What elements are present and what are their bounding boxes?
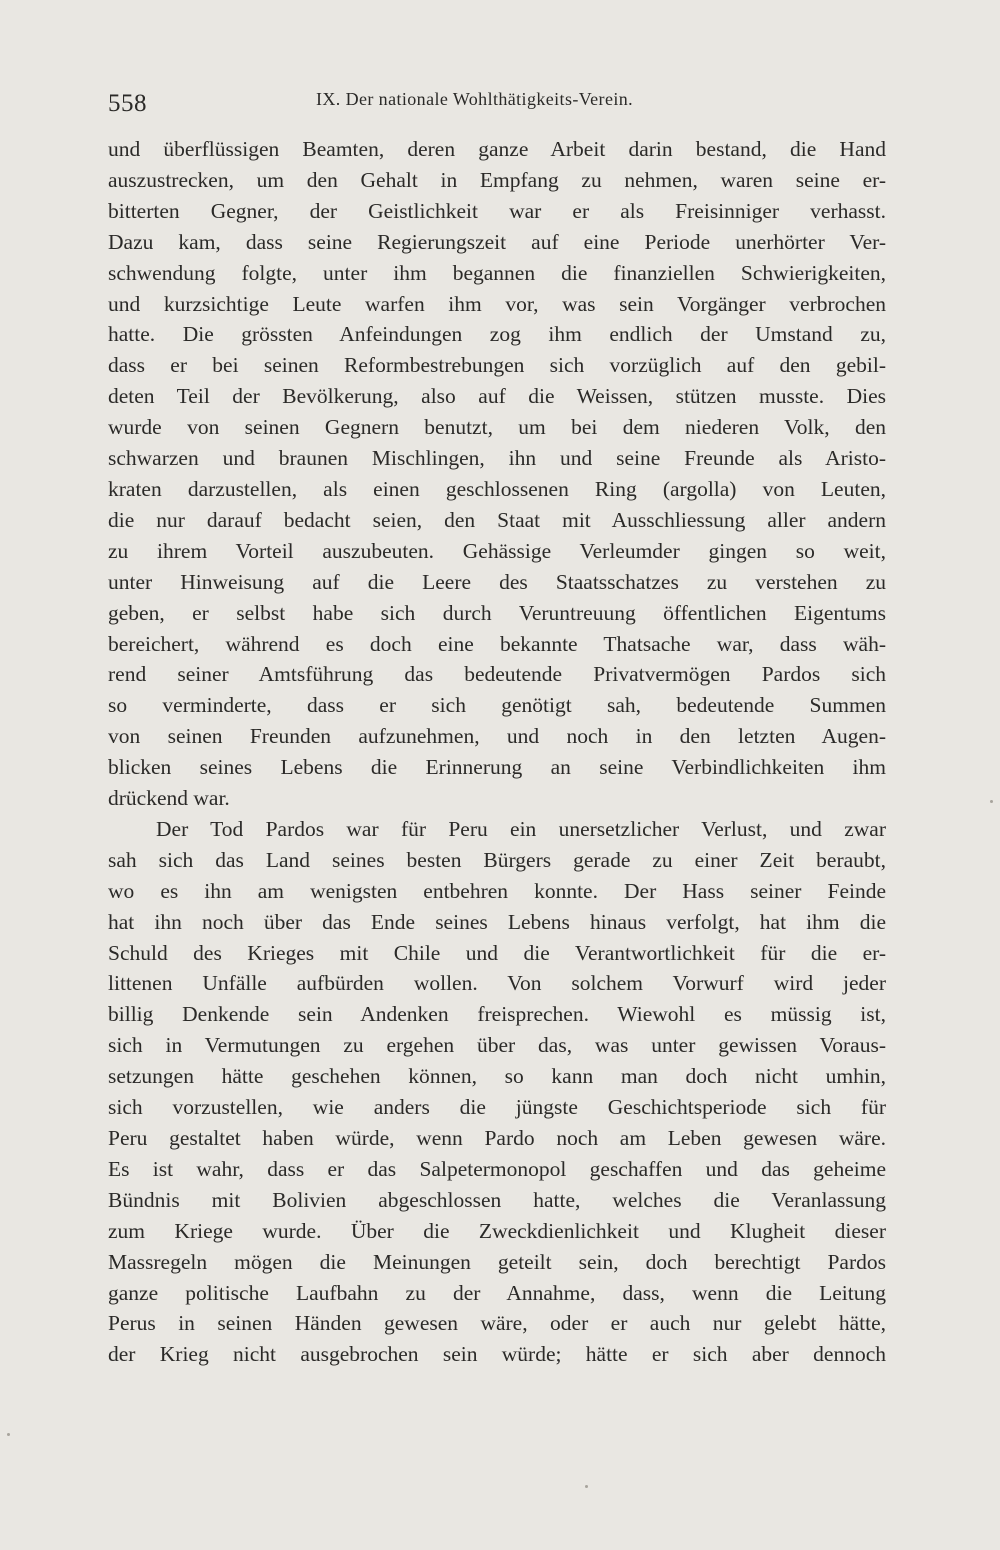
text-line: dass er bei seinen Reformbestrebungen sich vorzüglich auf den gebil- <box>108 353 886 378</box>
text-line: sich vorzustellen, wie anders die jüngste Geschichtsperiode sich für <box>108 1095 886 1120</box>
text-line: bitterten Gegner, der Geistlichkeit war er als Freisinniger verhasst. <box>108 198 886 223</box>
text-line: littenen Unfälle aufbürden wollen. Von solchem Vorwurf wird jeder <box>108 971 886 996</box>
text-line: schwendung folgte, unter ihm begannen die finanziellen Schwierigkeiten, <box>108 260 886 285</box>
text-line: setzungen hätte geschehen können, so kann man doch nicht umhin, <box>108 1064 886 1089</box>
body-text <box>108 134 886 1370</box>
text-line: und überflüssigen Beamten, deren ganze Arbeit darin bestand, die Hand <box>108 137 886 161</box>
text-line: blicken seines Lebens die Erinnerung an seine Verbindlichkeiten ihm <box>108 755 886 780</box>
text-line: Perus in seinen Händen gewesen wäre, oder er auch nur gelebt hätte, <box>108 1311 886 1336</box>
text-line: geben, er selbst habe sich durch Veruntreuung öffentlichen Eigentums <box>108 600 886 625</box>
text-line: drückend war. <box>108 786 230 811</box>
page-number: 558 <box>108 90 147 117</box>
text-line: zum Kriege wurde. Über die Zweckdienlichkeit und Klugheit dieser <box>108 1218 886 1243</box>
text-line: rend seiner Amtsführung das bedeutende Privatvermögen Pardos sich <box>108 662 886 687</box>
text-line: bereichert, während es doch eine bekannte Thatsache war, dass wäh- <box>108 631 886 656</box>
text-line: Dazu kam, dass seine Regierungszeit auf eine Periode unerhörter Ver- <box>108 229 886 254</box>
text-line: Der Tod Pardos war für Peru ein unersetzlicher Verlust, und zwar <box>156 816 886 841</box>
text-line: auszustrecken, um den Gehalt in Empfang zu nehmen, waren seine er- <box>108 167 886 192</box>
text-line: wurde von seinen Gegnern benutzt, um bei dem niederen Volk, den <box>108 415 886 440</box>
text-line: unter Hinweisung auf die Leere des Staatsschatzes zu verstehen zu <box>108 569 886 594</box>
text-line: so verminderte, dass er sich genötigt sah, bedeutende Summen <box>108 693 886 718</box>
text-line: sich in Vermutungen zu ergehen über das, was unter gewissen Voraus- <box>108 1033 886 1058</box>
text-line: und kurzsichtige Leute warfen ihm vor, was sein Vorgänger verbrochen <box>108 291 886 316</box>
paper-speck <box>585 1485 588 1488</box>
paragraph <box>108 814 886 1370</box>
text-line: wo es ihn am wenigsten entbehren konnte. Der Hass seiner Feinde <box>108 878 886 903</box>
text-line: Peru gestaltet haben würde, wenn Pardo noch am Leben gewesen wäre. <box>108 1126 886 1150</box>
text-line: die nur darauf bedacht seien, den Staat mit Ausschliessung aller andern <box>108 507 886 532</box>
text-line: zu ihrem Vorteil auszubeuten. Gehässige Verleumder gingen so weit, <box>108 538 886 563</box>
paper-speck <box>990 800 993 803</box>
paragraph <box>108 134 886 814</box>
paper-speck <box>7 1433 10 1436</box>
text-line: von seinen Freunden aufzunehmen, und noch in den letzten Augen- <box>108 724 886 749</box>
text-line: Schuld des Krieges mit Chile und die Verantwortlichkeit für die er- <box>108 940 886 965</box>
text-line: kraten darzustellen, als einen geschlossenen Ring (argolla) von Leuten, <box>108 476 886 501</box>
text-line: der Krieg nicht ausgebrochen sein würde; hätte er sich aber dennoch <box>108 1342 886 1367</box>
text-line: hat ihn noch über das Ende seines Lebens hinaus verfolgt, hat ihm die <box>108 909 886 934</box>
text-line: deten Teil der Bevölkerung, also auf die Weissen, stützen musste. Dies <box>108 384 886 409</box>
text-line: Bündnis mit Bolivien abgeschlossen hatte, welches die Veranlassung <box>108 1187 886 1212</box>
text-line: ganze politische Laufbahn zu der Annahme, dass, wenn die Leitung <box>108 1280 886 1305</box>
text-line: Massregeln mögen die Meinungen geteilt sein, doch berechtigt Pardos <box>108 1249 886 1274</box>
text-line: billig Denkende sein Andenken freisprechen. Wiewohl es müssig ist, <box>108 1002 886 1027</box>
text-line: sah sich das Land seines besten Bürgers gerade zu einer Zeit beraubt, <box>108 847 886 872</box>
running-title: IX. Der nationale Wohlthätigkeits-Verein. <box>316 89 634 109</box>
text-line: Es ist wahr, dass er das Salpetermonopol geschaffen und das geheime <box>108 1156 886 1181</box>
text-line: schwarzen und braunen Mischlingen, ihn und seine Freunde als Aristo- <box>108 446 886 471</box>
text-line: hatte. Die grössten Anfeindungen zog ihm endlich der Umstand zu, <box>108 322 886 347</box>
